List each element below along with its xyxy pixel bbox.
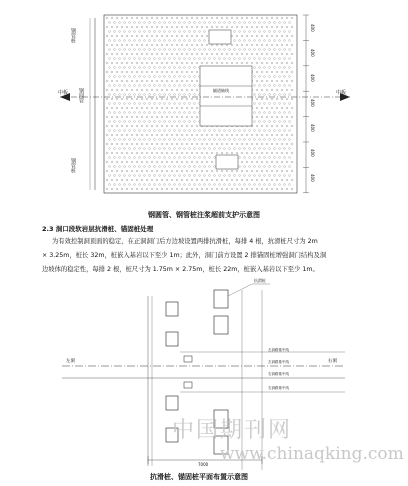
pile [214,316,228,334]
fig2-side-label-2: 左洞路基中线 [268,360,289,364]
fig2-side-label-3: 右洞路基中线 [268,372,289,376]
fig1-dim-2: 400 [310,74,315,82]
watermark-url: www.chinaqking.com [220,444,404,464]
fig1-label-steel-pipe-top: 钢管桩 [70,28,76,43]
fig1-dim-6: 400 [310,174,315,182]
fig1-arrow-left-label: 中板 [58,90,69,96]
fig1-label-steel-pipe-bottom: 钢管桩 [70,158,76,173]
fig1-dim-1: 400 [310,49,315,57]
pile [166,332,178,346]
fig2-right-label: 右洞 [328,359,337,364]
fig2-bottom-dim: 7000 [198,462,209,467]
fig1-arrow-right-label: 中板 [336,90,347,96]
section-heading: 2.3 洞口段软岩层抗滑桩、锚固桩处理 [42,225,154,233]
pile [184,382,192,388]
section-paragraph-line-3: 边坡体的稳定性，每排 2 根，桩尺寸为 1.75m × 2.75m，桩长 22m，桩嵌入基岩以下至少 1m。 [42,266,319,273]
fig1-dim-5: 400 [310,149,315,157]
fig1-dim-0: 400 [310,24,315,32]
section-paragraph-line-1: 为有效控制洞顶面的稳定，在正洞洞门后方边坡设置两排抗滑桩，每排 4 根，抗滑桩尺寸为 2m [52,238,318,245]
watermark-cn: 中国期刊网 [172,418,293,443]
fig1-dim-3: 400 [310,99,315,107]
pile [214,290,228,308]
fig2-left-label: 左洞 [66,359,75,364]
fig1-center-label: 隧道轴线 [213,88,229,93]
fig1-caption: 钢圆管、钢管桩注浆超前支护示意图 [148,211,260,219]
pile [166,302,178,316]
pile [184,356,192,362]
fig1-dim-4: 400 [310,124,315,132]
fig2-caption: 抗滑桩、锚固桩平面布置示意图 [150,473,248,481]
fig1-label-round-pipe: 钢圆管 [78,88,84,103]
fig2-side-label-1: 左洞路基中线 [268,348,289,352]
fig2-side-label-4: 右洞路基中线 [268,386,289,390]
pile [166,396,178,410]
section-paragraph-line-2: × 3.25m，桩长 32m，桩嵌入基岩以下至少 1m；此外，洞门前方设置 2 排锚固桩增强洞门结构及洞 [42,252,327,259]
fig2-top-label: 抗滑桩 [254,278,266,283]
